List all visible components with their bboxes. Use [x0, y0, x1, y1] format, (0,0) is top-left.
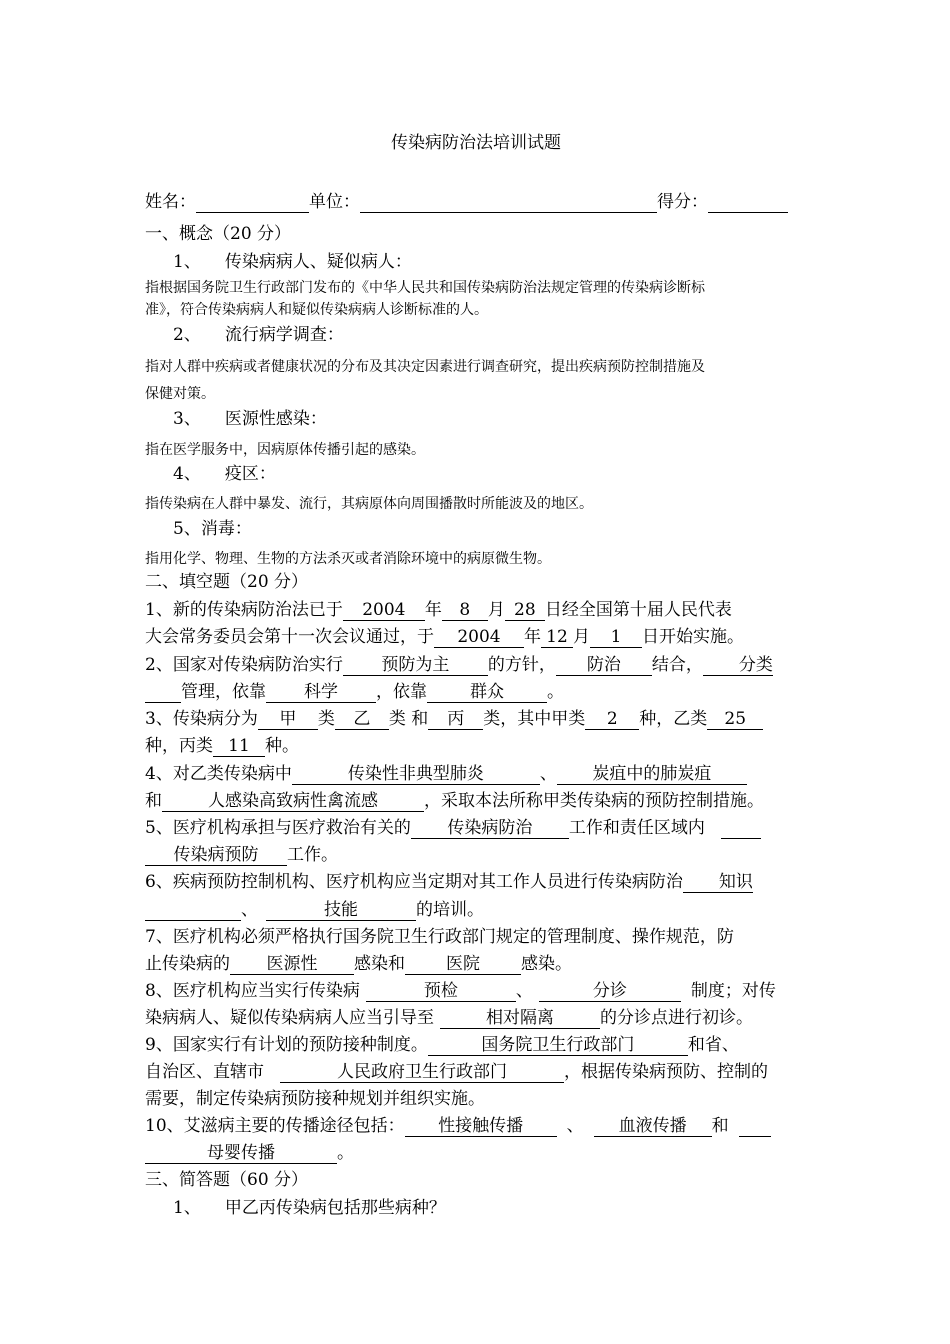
- fill-question-7: 7、医疗机构必须严格执行国务院卫生行政部门规定的管理制度、操作规范，防: [145, 927, 734, 947]
- concept-definition: 指在医学服务中，因病原体传播引起的感染。: [145, 442, 425, 458]
- answer-blank: 乙: [335, 709, 389, 730]
- answer-blank: 1: [590, 627, 642, 648]
- fill-question-3-cont: 种，丙类 11 种。: [145, 736, 299, 756]
- fill-question-8: 8、医疗机构应当实行传染病 预检 、 分诊 制度；对传: [145, 981, 776, 1001]
- score-label: 得分：: [657, 192, 708, 212]
- answer-blank: 血液传播: [594, 1116, 712, 1137]
- answer-blank: 母婴传播: [145, 1143, 337, 1164]
- concept-item: 5、消毒：: [173, 519, 252, 539]
- answer-blank: 技能: [266, 900, 416, 921]
- name-field[interactable]: [196, 192, 309, 213]
- fill-question-9-cont2: 需要，制定传染病预防接种规划并组织实施。: [145, 1089, 485, 1109]
- concept-item: 2、 流行病学调查：: [173, 325, 344, 345]
- answer-blank: 性接触传播: [405, 1116, 557, 1137]
- fill-question-1-cont: 大会常务委员会第十一次会议通过，于 2004 年 12 月 1 日开始实施。: [145, 627, 744, 647]
- fill-question-4-cont: 和 人感染高致病性禽流感 ，采取本法所称甲类传染病的预防控制措施。: [145, 791, 764, 811]
- answer-blank: 2004: [434, 627, 524, 648]
- concept-definition: 指根据国务院卫生行政部门发布的《中华人民共和国传染病防治法规定管理的传染病诊断标: [145, 280, 705, 296]
- answer-blank: 防治: [556, 655, 652, 676]
- concept-definition: 保健对策。: [145, 386, 215, 402]
- answer-blank: 分诊: [539, 981, 681, 1002]
- answer-blank: 2004: [343, 600, 425, 621]
- answer-blank: 2: [585, 709, 639, 730]
- concept-definition: 指传染病在人群中暴发、流行，其病原体向周围播散时所能波及的地区。: [145, 496, 593, 512]
- concept-item: 4、 疫区：: [173, 464, 276, 484]
- answer-blank: 8: [442, 600, 488, 621]
- fill-question-10-cont: 母婴传播 。: [145, 1142, 354, 1164]
- answer-blank: 12: [541, 627, 573, 648]
- header-fields: [145, 191, 788, 213]
- page-title: 传染病防治法培训试题: [391, 133, 561, 153]
- answer-blank: 群众: [427, 682, 547, 703]
- answer-blank: 国务院卫生行政部门: [428, 1035, 688, 1056]
- answer-blank: 传染性非典型肺炎: [292, 764, 540, 785]
- fill-question-4: 4、对乙类传染病中 传染性非典型肺炎 、 炭疽中的肺炭疽: [145, 763, 747, 785]
- section-2-heading: 二、填空题（20 分）: [145, 572, 309, 592]
- short-answer-question: 1、 甲乙丙传染病包括那些病种？: [173, 1198, 446, 1218]
- answer-blank: 预检: [366, 981, 516, 1002]
- unit-label: 单位：: [309, 192, 360, 212]
- answer-blank: 分类: [703, 655, 773, 676]
- answer-blank: 知识: [683, 872, 753, 893]
- concept-definition: 指用化学、物理、生物的方法杀灭或者消除环境中的病原微生物。: [145, 551, 551, 567]
- answer-blank: 科学: [266, 682, 376, 703]
- fill-question-6: 6、疾病预防控制机构、医疗机构应当定期对其工作人员进行传染病防治 知识: [145, 872, 753, 892]
- answer-blank: 28: [505, 600, 545, 621]
- answer-blank: 11: [213, 736, 265, 757]
- answer-blank: 25: [707, 709, 763, 730]
- fill-question-5-cont: 传染病预防 工作。: [145, 844, 338, 866]
- concept-item: 1、 传染病病人、疑似病人：: [173, 252, 412, 272]
- name-label: 姓名：: [145, 192, 196, 212]
- answer-blank: 医源性: [230, 954, 354, 975]
- answer-blank: 相对隔离: [440, 1008, 600, 1029]
- fill-question-3: 3、传染病分为 甲 类 乙 类 和 丙 类，其中甲类 2 种，乙类 25: [145, 708, 763, 730]
- answer-blank: 传染病防治: [411, 818, 569, 839]
- answer-blank: 丙: [428, 709, 483, 730]
- answer-blank: 预防为主: [343, 655, 488, 676]
- unit-field[interactable]: [360, 192, 657, 213]
- fill-question-2: 2、国家对传染病防治实行 预防为主 的方针， 防治 结合， 分类: [145, 655, 773, 675]
- answer-blank: 医院: [405, 954, 521, 975]
- section-3-heading: 三、简答题（60 分）: [145, 1170, 309, 1190]
- score-field[interactable]: [708, 192, 788, 213]
- concept-item: 3、 医源性感染：: [173, 409, 327, 429]
- fill-question-5: 5、医疗机构承担与医疗救治有关的 传染病防治 工作和责任区域内: [145, 817, 761, 839]
- fill-question-10: 10、艾滋病主要的传播途径包括： 性接触传播 、 血液传播 和: [145, 1115, 771, 1137]
- fill-question-7-cont: 止传染病的 医源性 感染和 医院 感染。: [145, 954, 572, 974]
- answer-blank: 炭疽中的肺炭疽: [557, 764, 747, 785]
- answer-blank: 甲: [258, 709, 318, 730]
- answer-blank: 人感染高致病性禽流感: [162, 791, 424, 812]
- fill-question-2-cont: 管理，依靠 科学 ，依靠 群众 。: [145, 681, 564, 703]
- fill-question-1: 1、新的传染病防治法已于 2004 年 8 月 28 日经全国第十届人民代表: [145, 600, 732, 620]
- concept-definition: 准》，符合传染病病人和疑似传染病病人诊断标准的人。: [145, 302, 488, 318]
- fill-question-9: 9、国家实行有计划的预防接种制度。 国务院卫生行政部门 和省、: [145, 1035, 739, 1055]
- answer-blank: 传染病预防: [145, 845, 287, 866]
- section-1-heading: 一、概念（20 分）: [145, 224, 292, 244]
- concept-definition: 指对人群中疾病或者健康状况的分布及其决定因素进行调查研究，提出疾病预防控制措施及: [145, 359, 705, 375]
- fill-question-6-cont: 、 技能 的培训。: [145, 899, 484, 921]
- fill-question-9-cont: 自治区、直辖市 人民政府卫生行政部门 ，根据传染病预防、控制的: [145, 1062, 768, 1082]
- fill-question-8-cont: 染病病人、疑似传染病病人应当引导至 相对隔离 的分诊点进行初诊。: [145, 1008, 753, 1028]
- answer-blank: 人民政府卫生行政部门: [280, 1062, 564, 1083]
